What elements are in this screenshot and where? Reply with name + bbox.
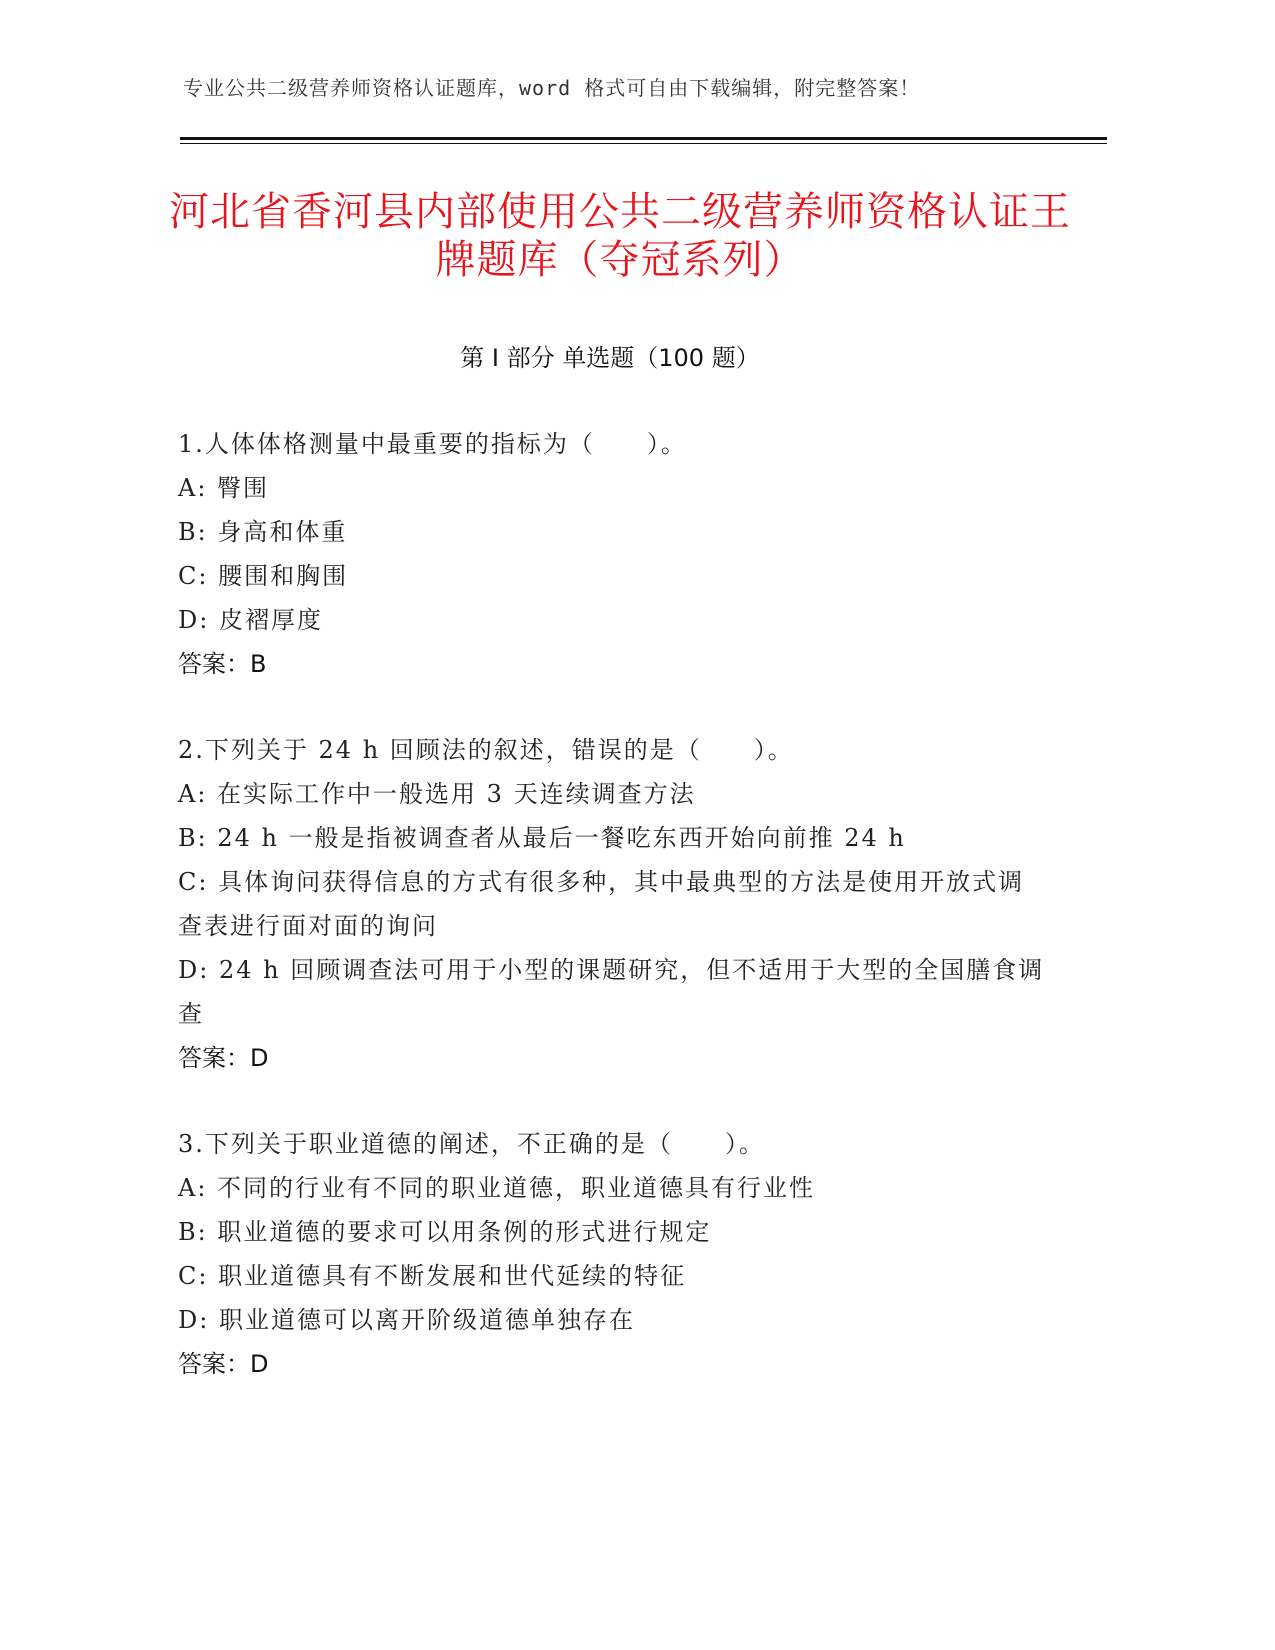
answer: 答案：D [178, 1044, 269, 1072]
answer: 答案：D [178, 1350, 269, 1378]
question-stem: 3.下列关于职业道德的阐述，不正确的是（ ）。 [178, 1130, 765, 1158]
header-rule-thick [180, 137, 1107, 140]
document-title: 河北省香河县内部使用公共二级营养师资格认证王牌题库（夺冠系列） [169, 189, 1071, 283]
question-1 [178, 422, 1048, 686]
option-c: C: 具体询问获得信息的方式有很多种，其中最典型的方法是使用开放式调查表进行面对面的询问 [178, 868, 1025, 940]
option-d: D: 职业道德可以离开阶级道德单独存在 [178, 1306, 635, 1334]
option-b: B: 职业道德的要求可以用条例的形式进行规定 [178, 1218, 712, 1246]
question-stem: 1.人体体格测量中最重要的指标为（ ）。 [178, 430, 687, 458]
header-note: 专业公共二级营养师资格认证题库，word 格式可自由下载编辑，附完整答案！ [183, 76, 921, 100]
option-d: D: 24 h 回顾调查法可用于小型的课题研究，但不适用于大型的全国膳食调查 [178, 956, 1045, 1028]
option-a: A: 在实际工作中一般选用 3 天连续调查方法 [178, 780, 696, 808]
option-a: A: 不同的行业有不同的职业道德，职业道德具有行业性 [178, 1174, 816, 1202]
question-2 [178, 728, 1048, 1080]
question-3 [178, 1122, 1048, 1386]
option-a: A: 臀围 [178, 474, 270, 502]
question-list [178, 422, 1048, 1428]
question-stem: 2.下列关于 24 h 回顾法的叙述，错误的是（ ）。 [178, 736, 794, 764]
option-c: C: 职业道德具有不断发展和世代延续的特征 [178, 1262, 687, 1290]
option-b: B: 24 h 一般是指被调查者从最后一餐吃东西开始向前推 24 h [178, 824, 906, 852]
answer: 答案：B [178, 650, 267, 678]
option-b: B: 身高和体重 [178, 518, 348, 546]
section-title: 第 I 部分 单选题（100 题） [460, 344, 760, 372]
option-d: D: 皮褶厚度 [178, 606, 323, 634]
option-c: C: 腰围和胸围 [178, 562, 349, 590]
header-rule-thin [180, 143, 1107, 144]
